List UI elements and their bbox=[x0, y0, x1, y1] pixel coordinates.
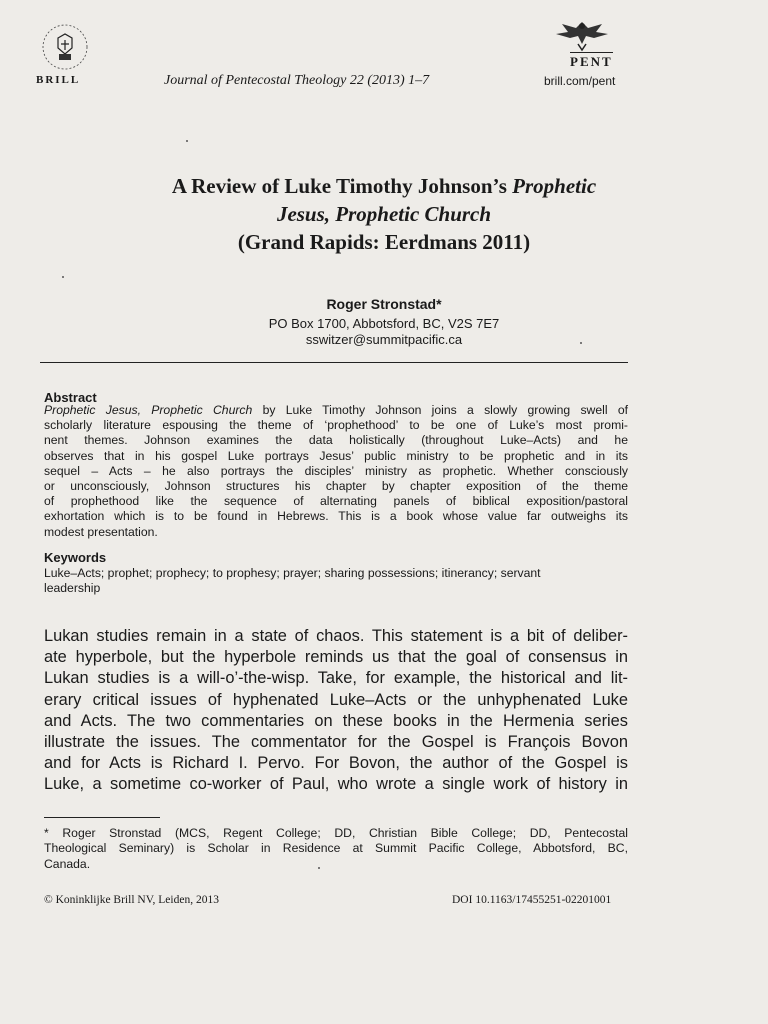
scan-speck bbox=[318, 867, 320, 869]
author-email[interactable]: sswitzer@summitpacific.ca bbox=[305, 332, 463, 347]
title-line-1-italic: Prophetic bbox=[512, 174, 597, 198]
abstract-body bbox=[44, 403, 628, 540]
author-name: Roger Stronstad* bbox=[326, 296, 442, 312]
publisher-name: BRILL bbox=[36, 74, 81, 86]
abstract-line: sequel – Acts – he also portrays the disciples’ ministry as prophetic. Whether consciously bbox=[44, 463, 628, 478]
abstract-line: scholarly literature espousing the theme of ‘prophethood’ to be one of Luke’s most promi- bbox=[44, 418, 628, 433]
scan-speck bbox=[186, 140, 188, 142]
journal-url[interactable]: brill.com/pent bbox=[544, 74, 616, 88]
abstract-line: nent themes. Johnson examines the data holistically (throughout Luke–Acts) and he bbox=[44, 433, 628, 448]
header-divider bbox=[40, 362, 628, 363]
body-line: Lukan studies remain in a state of chaos. This statement is a bit of deliber- bbox=[44, 627, 628, 645]
abstract-line: observes that in his gospel Luke portrays Jesus’ public ministry to be prophetic and in its bbox=[44, 448, 628, 463]
body-line: and for Acts is Richard I. Pervo. For Bovon, the author of the Gospel is bbox=[44, 754, 628, 773]
abstract-line bbox=[44, 403, 628, 418]
body-line: illustrate the issues. The commentator for the Gospel is François Bovon bbox=[44, 733, 628, 752]
keywords-line: leadership bbox=[44, 581, 101, 596]
abstract-line: or unconsciously, Johnson structures his chapter by chapter exposition of the theme bbox=[44, 479, 628, 494]
footnote-line: Canada. bbox=[44, 856, 91, 871]
body-line: erary critical issues of hyphenated Luke–Acts or the unhyphenated Luke bbox=[44, 690, 628, 709]
brill-seal-logo bbox=[40, 22, 90, 72]
doi-reference[interactable]: DOI 10.1163/17455251-02201001 bbox=[452, 894, 612, 906]
article-title bbox=[40, 172, 728, 256]
abstract-line-1-rest: by Luke Timothy Johnson joins a slowly growing swell of bbox=[252, 403, 628, 417]
abstract-line: of prophethood like the sequence of alternating panels of biblical exposition/pastoral bbox=[44, 494, 628, 509]
body-line: ate hyperbole, but the hyperbole reminds us that the goal of consensus in bbox=[44, 648, 628, 667]
author-footnote bbox=[44, 826, 628, 872]
footnote-divider bbox=[44, 817, 160, 818]
body-line: Lukan studies is a will-o’-the-wisp. Take, for example, the historical and lit- bbox=[44, 669, 628, 688]
abstract-heading: Abstract bbox=[44, 390, 97, 405]
scan-speck bbox=[580, 342, 582, 344]
journal-citation: Journal of Pentecostal Theology 22 (2013) 1–7 bbox=[164, 73, 430, 88]
abstract-book-title: Prophetic Jesus, Prophetic Church bbox=[44, 403, 253, 417]
footnote-line: Theological Seminary) is Scholar in Residence at Summit Pacific College, Abbotsford, BC, bbox=[44, 841, 628, 856]
article-body bbox=[44, 626, 628, 796]
abstract-line: modest presentation. bbox=[44, 524, 158, 539]
title-line-2 bbox=[40, 200, 728, 228]
title-line-2-italic: Jesus, Prophetic Church bbox=[276, 202, 492, 226]
copyright-notice: © Koninklijke Brill NV, Leiden, 2013 bbox=[44, 894, 219, 906]
abstract-line: exhortation which is to be found in Hebrews. This is a book whose value far outweighs its bbox=[44, 509, 628, 524]
scan-speck bbox=[62, 276, 64, 278]
keywords-body bbox=[44, 566, 628, 596]
title-line-1-plain: A Review of Luke Timothy Johnson’s bbox=[171, 174, 513, 198]
keywords-heading: Keywords bbox=[44, 550, 107, 565]
pent-logo-text: PENT bbox=[570, 54, 613, 69]
body-line: Luke, a sometime co-worker of Paul, who wrote a single work of history in bbox=[44, 775, 628, 794]
pent-eagle-logo bbox=[542, 14, 622, 54]
author-address: PO Box 1700, Abbotsford, BC, V2S 7E7 bbox=[268, 316, 500, 331]
title-line-3: (Grand Rapids: Eerdmans 2011) bbox=[237, 230, 531, 254]
body-line: and Acts. The two commentaries on these books in the Hermenia series bbox=[44, 711, 628, 730]
title-line-1 bbox=[40, 172, 728, 200]
keywords-line: Luke–Acts; prophet; prophecy; to prophesy; prayer; sharing possessions; itinerancy; servant bbox=[44, 566, 541, 580]
footnote-line: * Roger Stronstad (MCS, Regent College; DD, Christian Bible College; DD, Pentecostal bbox=[44, 826, 628, 840]
